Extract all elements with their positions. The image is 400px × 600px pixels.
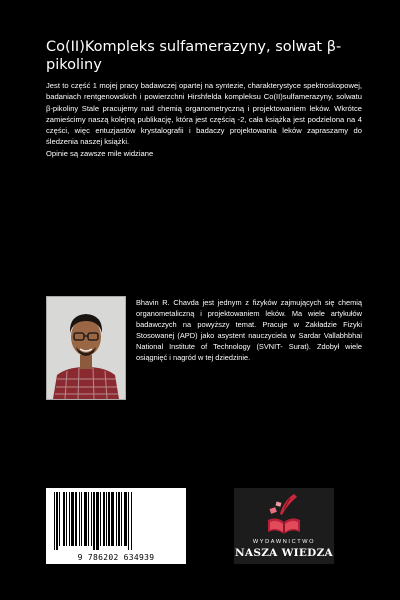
barcode-bar: [111, 492, 114, 546]
barcode-bar: [56, 492, 58, 550]
barcode-bar: [88, 492, 89, 546]
barcode-bar: [106, 492, 107, 546]
barcode-bar: [116, 492, 117, 546]
quill-book-emblem-icon: [264, 492, 304, 538]
barcode-bar: [118, 492, 120, 546]
barcode-bar: [81, 492, 82, 546]
author-portrait-icon: [47, 297, 125, 399]
barcode-bar: [91, 492, 92, 546]
barcode-bar: [108, 492, 110, 546]
author-bio: Bhavin R. Chavda jest jednym z fizyków zajmujących się chemią organometaliczną i projektowaniem leków. Ma wiele artykułów badawczych na powyższy temat. Pracuje w Zakładzie Fizyki Stosowanej (APD) jako asystent nauczyciela w Sardar Vallabhbhai National Institute of Technology (SVNIT- Surat). Zdobył wiele osiągnięć i nagród w tej dziedzinie.: [136, 298, 362, 363]
barcode-bar: [124, 492, 127, 546]
publisher-name-top: WYDAWNICTWO: [252, 539, 316, 545]
barcode-bar: [100, 492, 101, 546]
author-photo: [46, 296, 126, 400]
barcode-bar: [96, 492, 99, 550]
barcode-bar: [63, 492, 65, 546]
barcode-bar: [69, 492, 70, 546]
barcode-bar: [71, 492, 74, 546]
publisher-name: NASZA WIEDZA: [234, 547, 334, 559]
book-title: Co(II)Kompleks sulfamerazyny, solwat β-pikoliny: [46, 39, 342, 73]
isbn-barcode: [46, 488, 186, 564]
barcode-bar: [93, 492, 95, 550]
barcode-bar: [84, 492, 87, 546]
barcode-bar: [121, 492, 122, 546]
publisher-logo: [234, 488, 334, 564]
description-closing-line: Opinie są zawsze mile widziane: [46, 148, 154, 158]
barcode-icon: [50, 492, 182, 550]
barcode-bar: [79, 492, 80, 546]
description-paragraph: Jest to część 1 mojej pracy badawczej opartej na syntezie, charakterystyce spektroskopowej, badaniach rentgenowskich i powierzchni Hirshfelda kompleksu Co(II)sulfamerazyny, solwatu β-pikoliny Stale pracujemy nad chemią organometryczną i projektowaniem leków. Wkrótce zamieścimy naszą kolejną publikację, która jest częścią -2, cała książka jest podzielona na 4 części, więc entuzjastów krystalografii i badaczy projektowania leków zapraszamy do śledzenia naszej książki.: [46, 81, 362, 147]
barcode-bar: [128, 492, 129, 550]
isbn-number: 9 786202 634939: [77, 553, 155, 562]
book-description: [46, 80, 362, 159]
barcode-bar: [66, 492, 67, 546]
barcode-bar: [59, 492, 60, 546]
barcode-bar: [54, 492, 55, 550]
barcode-bar: [75, 492, 77, 546]
barcode-bar: [103, 492, 105, 546]
barcode-bar: [131, 492, 132, 550]
